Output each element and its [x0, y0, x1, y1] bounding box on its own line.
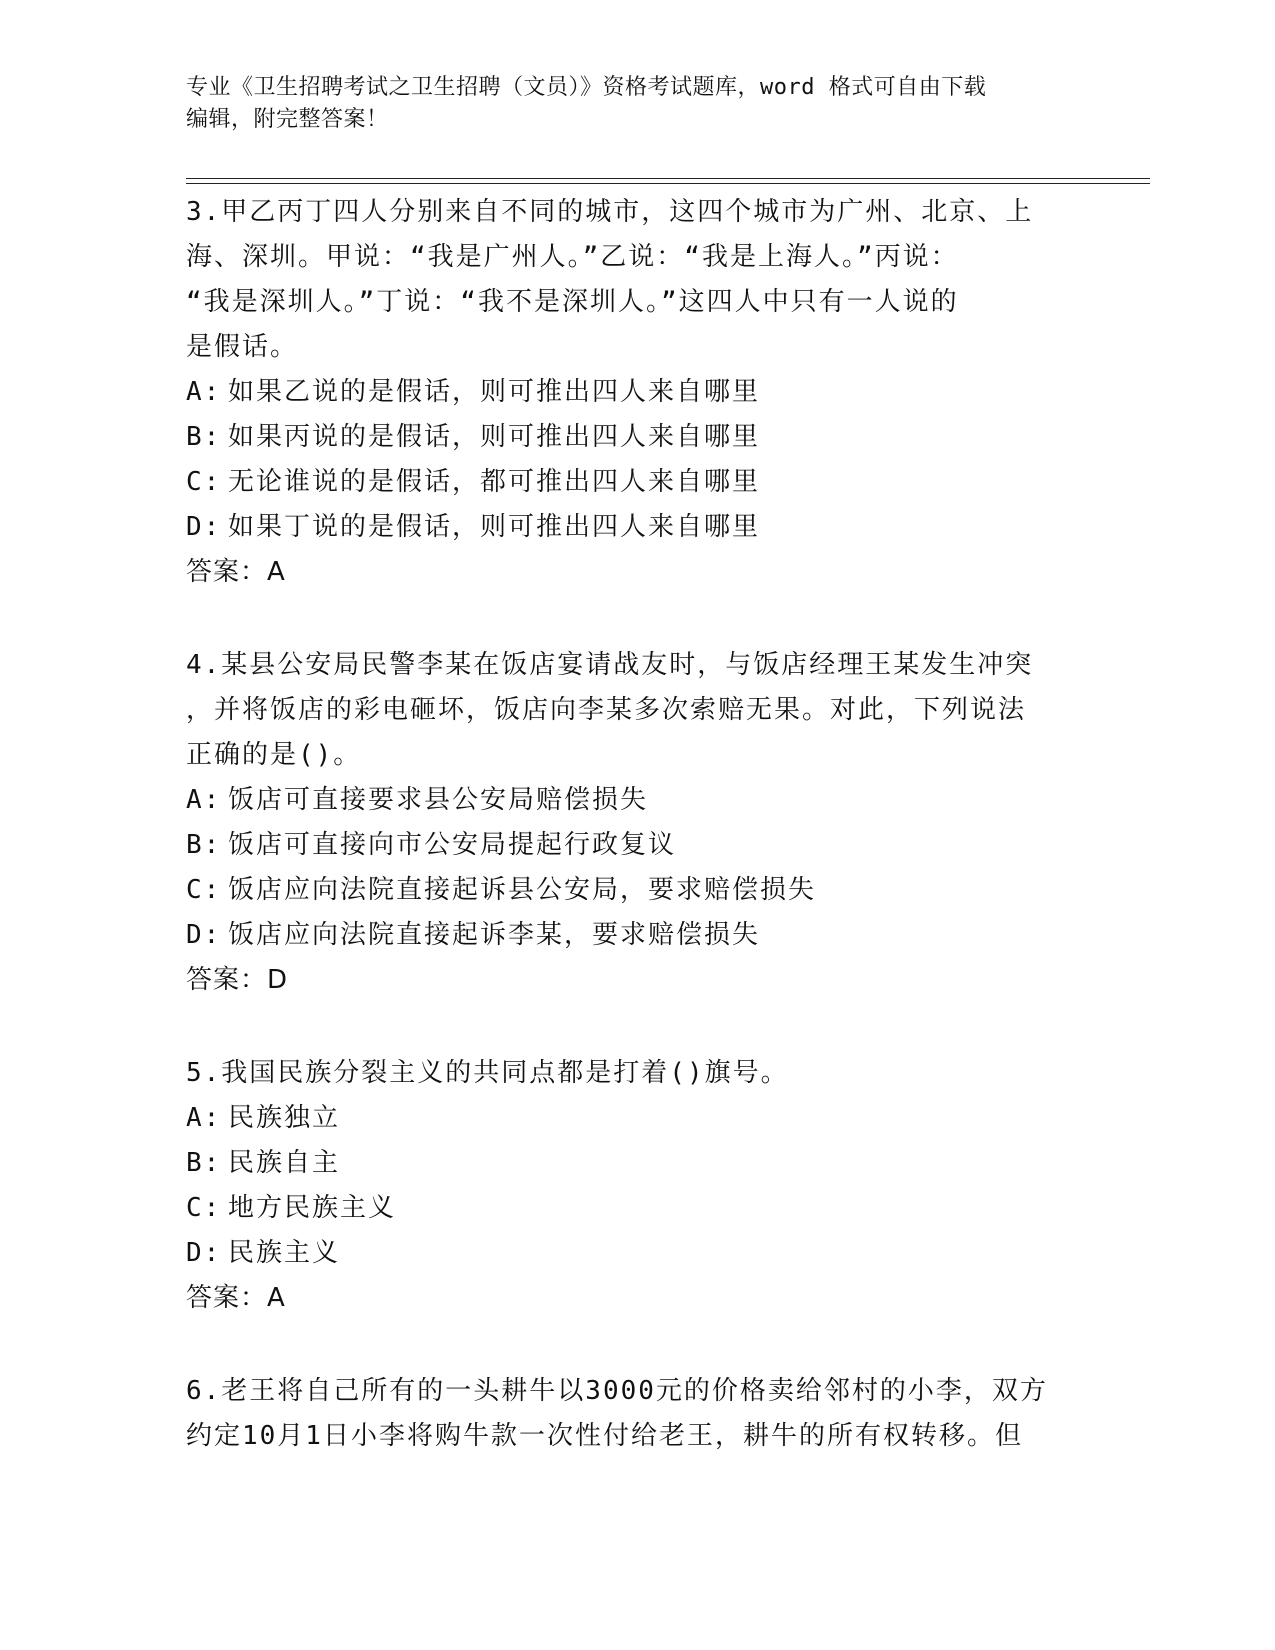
option-d — [186, 1231, 1086, 1276]
question-stem — [186, 1051, 1086, 1096]
question-stem — [186, 1369, 1086, 1459]
option-text: 民族自主 — [228, 1148, 341, 1178]
option-text: 饭店应向法院直接起诉李某，要求赔偿损失 — [228, 920, 761, 950]
question-stem — [186, 190, 1086, 370]
option-key: A: — [186, 785, 222, 815]
option-text: 民族独立 — [228, 1103, 341, 1133]
question-line: 正确的是()。 — [186, 740, 362, 770]
option-d — [186, 505, 1086, 550]
option-key: B: — [186, 1148, 222, 1178]
header-line: 专业《卫生招聘考试之卫生招聘（文员）》资格考试题库，word 格式可自由下载 — [186, 75, 987, 100]
question-6 — [186, 1369, 1086, 1459]
option-a — [186, 370, 1086, 415]
header-divider-bottom — [186, 183, 1150, 184]
question-line: 5.我国民族分裂主义的共同点都是打着()旗号。 — [186, 1058, 789, 1088]
option-text: 地方民族主义 — [228, 1193, 397, 1223]
question-line: “我是深圳人。”丁说：“我不是深圳人。”这四人中只有一人说的 — [186, 287, 959, 317]
question-list — [186, 190, 1086, 1507]
option-a — [186, 778, 1086, 823]
header-line: 编辑，附完整答案！ — [186, 107, 389, 132]
option-b — [186, 1141, 1086, 1186]
option-text: 饭店应向法院直接起诉县公安局，要求赔偿损失 — [228, 875, 817, 905]
option-key: B: — [186, 830, 222, 860]
answer-line: 答案：A — [186, 557, 286, 587]
option-c — [186, 1186, 1086, 1231]
option-key: A: — [186, 377, 222, 407]
option-key: D: — [186, 920, 222, 950]
question-line: 约定10月1日小李将购牛款一次性付给老王，耕牛的所有权转移。但 — [186, 1421, 1023, 1451]
header-divider-top — [186, 178, 1150, 179]
question-line: ，并将饭店的彩电砸坏，饭店向李某多次索赔无果。对此，下列说法 — [186, 695, 1027, 725]
option-d — [186, 913, 1086, 958]
option-text: 如果乙说的是假话，则可推出四人来自哪里 — [228, 377, 761, 407]
question-stem — [186, 643, 1086, 778]
answer-line: 答案：A — [186, 1283, 286, 1313]
option-text: 饭店可直接向市公安局提起行政复议 — [228, 830, 677, 860]
option-text: 如果丙说的是假话，则可推出四人来自哪里 — [228, 422, 761, 452]
option-key: D: — [186, 1238, 222, 1268]
question-line: 海、深圳。甲说：“我是广州人。”乙说：“我是上海人。”丙说： — [186, 242, 959, 272]
option-text: 民族主义 — [228, 1238, 341, 1268]
option-text: 如果丁说的是假话，则可推出四人来自哪里 — [228, 512, 761, 542]
option-key: D: — [186, 512, 222, 542]
option-key: B: — [186, 422, 222, 452]
question-line: 6.老王将自己所有的一头耕牛以3000元的价格卖给邻村的小李，双方 — [186, 1376, 1048, 1406]
option-key: C: — [186, 1193, 222, 1223]
question-line: 是假话。 — [186, 332, 299, 362]
option-text: 饭店可直接要求县公安局赔偿损失 — [228, 785, 649, 815]
option-b — [186, 415, 1086, 460]
question-5 — [186, 1051, 1086, 1321]
answer-line: 答案：D — [186, 965, 289, 995]
option-a — [186, 1096, 1086, 1141]
option-c — [186, 868, 1086, 913]
option-c — [186, 460, 1086, 505]
question-line: 3.甲乙丙丁四人分别来自不同的城市，这四个城市为广州、北京、上 — [186, 197, 1034, 227]
option-text: 无论谁说的是假话，都可推出四人来自哪里 — [228, 467, 761, 497]
question-3 — [186, 190, 1086, 595]
option-b — [186, 823, 1086, 868]
question-line: 4.某县公安局民警李某在饭店宴请战友时，与饭店经理王某发生冲突 — [186, 650, 1034, 680]
question-4 — [186, 643, 1086, 1003]
option-key: A: — [186, 1103, 222, 1133]
option-key: C: — [186, 467, 222, 497]
document-header — [186, 72, 1066, 136]
option-key: C: — [186, 875, 222, 905]
